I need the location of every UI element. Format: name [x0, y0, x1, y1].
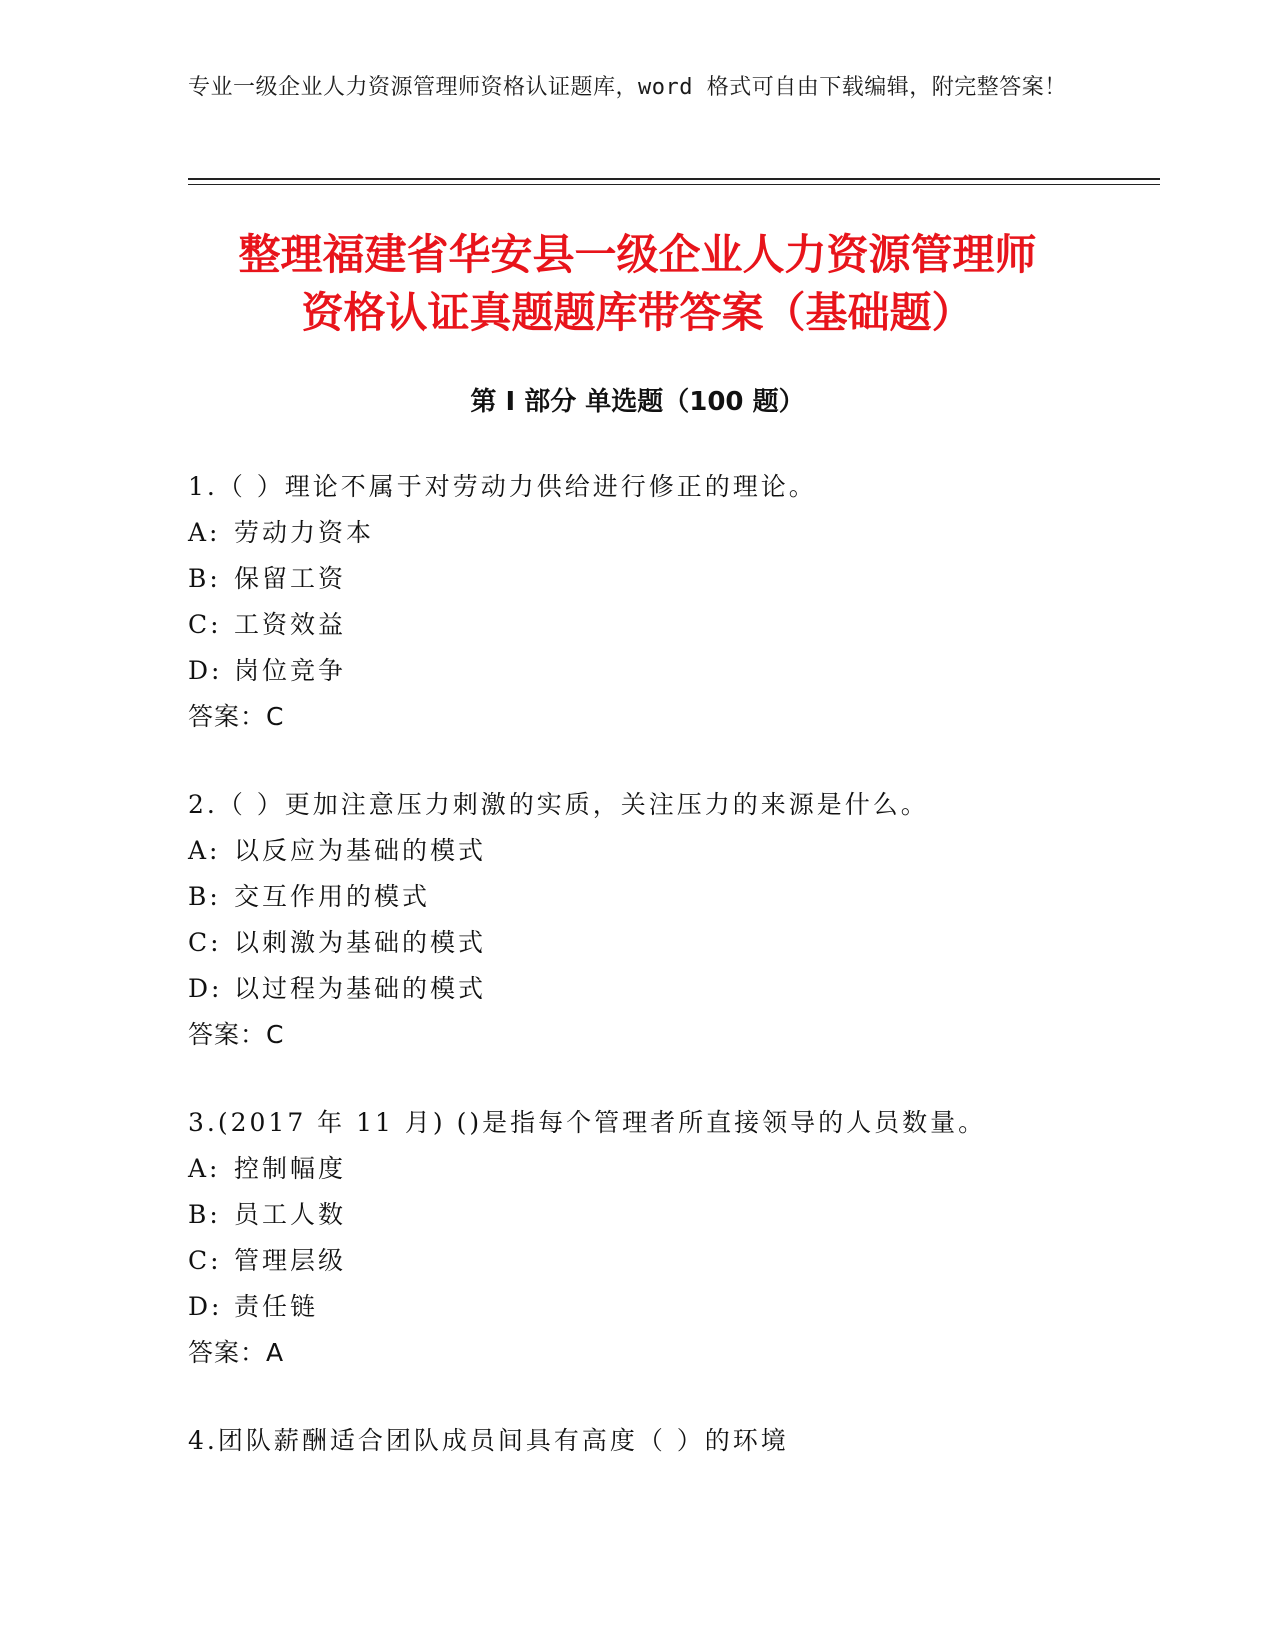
question-stem: 3.(2017 年 11 月) ()是指每个管理者所直接领导的人员数量。: [188, 1108, 987, 1137]
option-letter: B:: [188, 1200, 221, 1229]
option-c: [188, 920, 1148, 966]
option-text: 员工人数: [234, 1200, 347, 1229]
option-letter: C:: [188, 610, 222, 639]
option-d: [188, 966, 1148, 1012]
header-note: 专业一级企业人力资源管理师资格认证题库，word 格式可自由下载编辑，附完整答案！: [188, 75, 1067, 100]
title-line-1: 整理福建省华安县一级企业人力资源管理师: [238, 230, 1037, 279]
option-letter: C:: [188, 928, 222, 957]
header-divider-thick: [188, 178, 1160, 180]
option-letter: D:: [188, 656, 223, 685]
answer: 答案：C: [188, 702, 285, 731]
option-letter: C:: [188, 1246, 222, 1275]
option-text: 管理层级: [234, 1246, 347, 1275]
option-letter: A:: [188, 836, 221, 865]
question-1: [188, 464, 1148, 740]
header-divider-thin: [188, 184, 1160, 185]
option-letter: D:: [188, 974, 223, 1003]
option-text: 以刺激为基础的模式: [234, 928, 487, 957]
answer: 答案：C: [188, 1020, 285, 1049]
option-text: 交互作用的模式: [234, 882, 431, 911]
answer: 答案：A: [188, 1338, 285, 1367]
option-letter: A:: [188, 518, 221, 547]
option-a: [188, 828, 1148, 874]
option-text: 以过程为基础的模式: [234, 974, 487, 1003]
option-a: [188, 1146, 1148, 1192]
option-text: 以反应为基础的模式: [234, 836, 487, 865]
option-b: [188, 556, 1148, 602]
option-letter: B:: [188, 882, 221, 911]
question-3: [188, 1100, 1148, 1376]
option-d: [188, 1284, 1148, 1330]
option-letter: B:: [188, 564, 221, 593]
option-b: [188, 874, 1148, 920]
question-stem: 4.团队薪酬适合团队成员间具有高度（ ）的环境: [188, 1426, 789, 1455]
option-c: [188, 1238, 1148, 1284]
question-4: [188, 1418, 1148, 1464]
option-text: 保留工资: [234, 564, 347, 593]
question-2: [188, 782, 1148, 1058]
option-text: 岗位竞争: [234, 656, 347, 685]
option-a: [188, 510, 1148, 556]
document-title: [150, 226, 1125, 342]
option-d: [188, 648, 1148, 694]
option-text: 劳动力资本: [234, 518, 375, 547]
question-stem: 1.（ ）理论不属于对劳动力供给进行修正的理论。: [188, 472, 817, 501]
option-b: [188, 1192, 1148, 1238]
title-line-2: 资格认证真题题库带答案（基础题）: [301, 288, 974, 337]
option-text: 工资效益: [234, 610, 347, 639]
option-letter: A:: [188, 1154, 221, 1183]
option-letter: D:: [188, 1292, 223, 1321]
question-stem: 2.（ ）更加注意压力刺激的实质，关注压力的来源是什么。: [188, 790, 929, 819]
option-c: [188, 602, 1148, 648]
section-title: 第 I 部分 单选题（100 题）: [470, 387, 805, 417]
option-text: 控制幅度: [234, 1154, 347, 1183]
option-text: 责任链: [234, 1292, 319, 1321]
